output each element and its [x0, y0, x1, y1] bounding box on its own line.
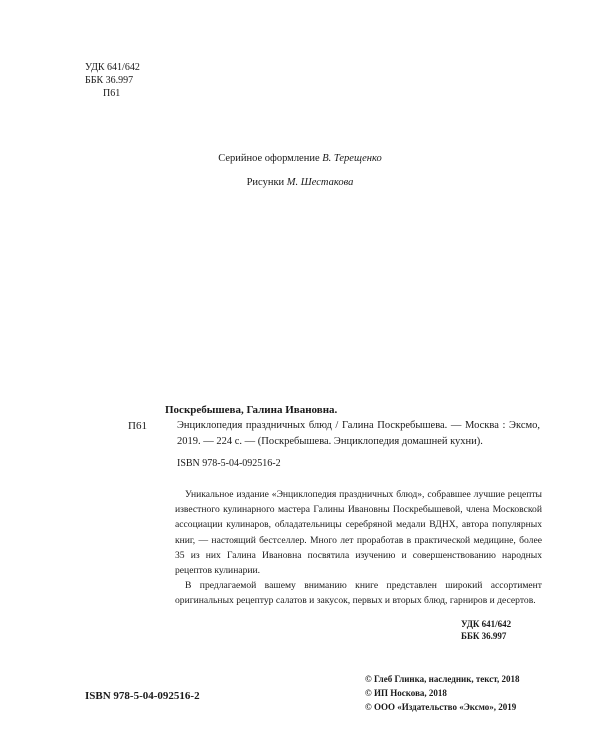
- copyright-line: © ИП Носкова, 2018: [365, 688, 447, 698]
- udk-code: УДК 641/642: [85, 62, 140, 73]
- classification-block: [85, 61, 140, 100]
- copyright-block: [365, 672, 520, 714]
- design-name: В. Терещенко: [322, 153, 382, 164]
- bbk-code: ББК 36.997: [85, 75, 134, 86]
- copyright-line: © ООО «Издательство «Эксмо», 2019: [365, 702, 517, 712]
- illustrations-name: М. Шестакова: [286, 177, 354, 188]
- catalog-card: [165, 402, 540, 469]
- catalog-card-code: П61: [128, 420, 147, 432]
- footer-classification: [461, 618, 511, 642]
- footer-bbk: ББК 36.997: [461, 631, 507, 641]
- design-credit: [0, 153, 600, 164]
- copyright-line: © Глеб Глинка, наследник, текст, 2018: [365, 674, 520, 684]
- catalog-isbn: ISBN 978-5-04-092516-2: [177, 458, 281, 469]
- isbn-main: ISBN 978-5-04-092516-2: [85, 690, 200, 702]
- author-mark: П61: [103, 88, 121, 99]
- illustrations-credit: [0, 177, 600, 188]
- design-label: Серийное оформление: [218, 153, 320, 164]
- annotation-paragraph: В предлагаемой вашему вниманию книге представлен широкий ассортимент оригинальных рецептур салатов и закусок, первых и вторых блюд, гарниров и десертов.: [175, 580, 542, 607]
- annotation: [175, 487, 542, 609]
- catalog-bibliographic: Энциклопедия праздничных блюд / Галина Поскребышева. — Москва : Эксмо, 2019. — 224 с. — (Поскребышева. Энциклопедия домашней кухни).: [177, 420, 540, 447]
- illustrations-label: Рисунки: [246, 177, 285, 188]
- catalog-author: Поскребышева, Галина Ивановна.: [165, 404, 338, 416]
- footer-udk: УДК 641/642: [461, 619, 512, 629]
- annotation-paragraph: Уникальное издание «Энциклопедия праздничных блюд», собравшее лучшие рецепты известного кулинарного мастера Галины Ивановны Поскребышевой, члена Московской ассоциации кулинаров, обладательницы серебряной медали ВДНХ, автора популярных книг, — настоящий бестселлер. Много лет проработав в практической медицине, более 35 из них Галина Ивановна посвятила изучению и совершенствованию народных рецептов кулинарии.: [175, 489, 542, 577]
